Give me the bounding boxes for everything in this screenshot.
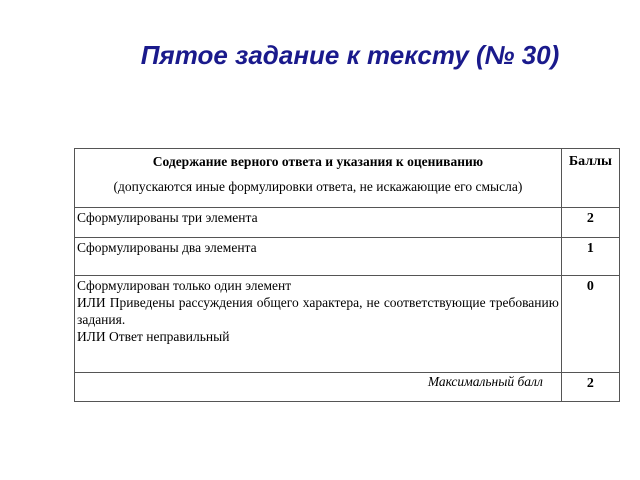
row-score: 0 — [586, 279, 594, 294]
row-score-cell — [561, 238, 619, 276]
table-row — [75, 238, 620, 276]
grading-table — [74, 148, 620, 402]
row-line: ИЛИ Ответ неправильный — [77, 329, 230, 344]
content-header-label: Содержание верного ответа и указания к оцениванию — [152, 154, 484, 169]
content-header-note: (допускаются иные формулировки ответа, не искажающие его смысла) — [113, 179, 523, 194]
max-label-cell — [75, 373, 562, 402]
max-score-row — [75, 373, 620, 402]
row-line: ИЛИ Приведены рассуждения общего характера, не соответствующие требованию задания. — [77, 295, 559, 327]
row-score-cell — [561, 208, 619, 238]
row-content-cell — [75, 238, 562, 276]
table-row — [75, 276, 620, 373]
row-score: 1 — [586, 241, 594, 256]
max-score-value: 2 — [586, 376, 594, 391]
table-header-row — [75, 149, 620, 208]
header-content-cell — [75, 149, 562, 208]
score-header-label: Баллы — [568, 154, 612, 169]
row-text: Сформулированы два элемента — [77, 240, 257, 255]
row-score: 2 — [586, 211, 594, 226]
max-score-label: Максимальный балл — [427, 374, 543, 389]
row-score-cell — [561, 276, 619, 373]
table-row — [75, 208, 620, 238]
row-text: Сформулированы три элемента — [77, 210, 258, 225]
row-content-cell — [75, 208, 562, 238]
page-title: Пятое задание к тексту (№ 30) — [140, 40, 560, 70]
header-score-cell — [561, 149, 619, 208]
row-line: Сформулирован только один элемент — [77, 278, 292, 293]
max-score-cell — [561, 373, 619, 402]
row-content-cell — [75, 276, 562, 373]
